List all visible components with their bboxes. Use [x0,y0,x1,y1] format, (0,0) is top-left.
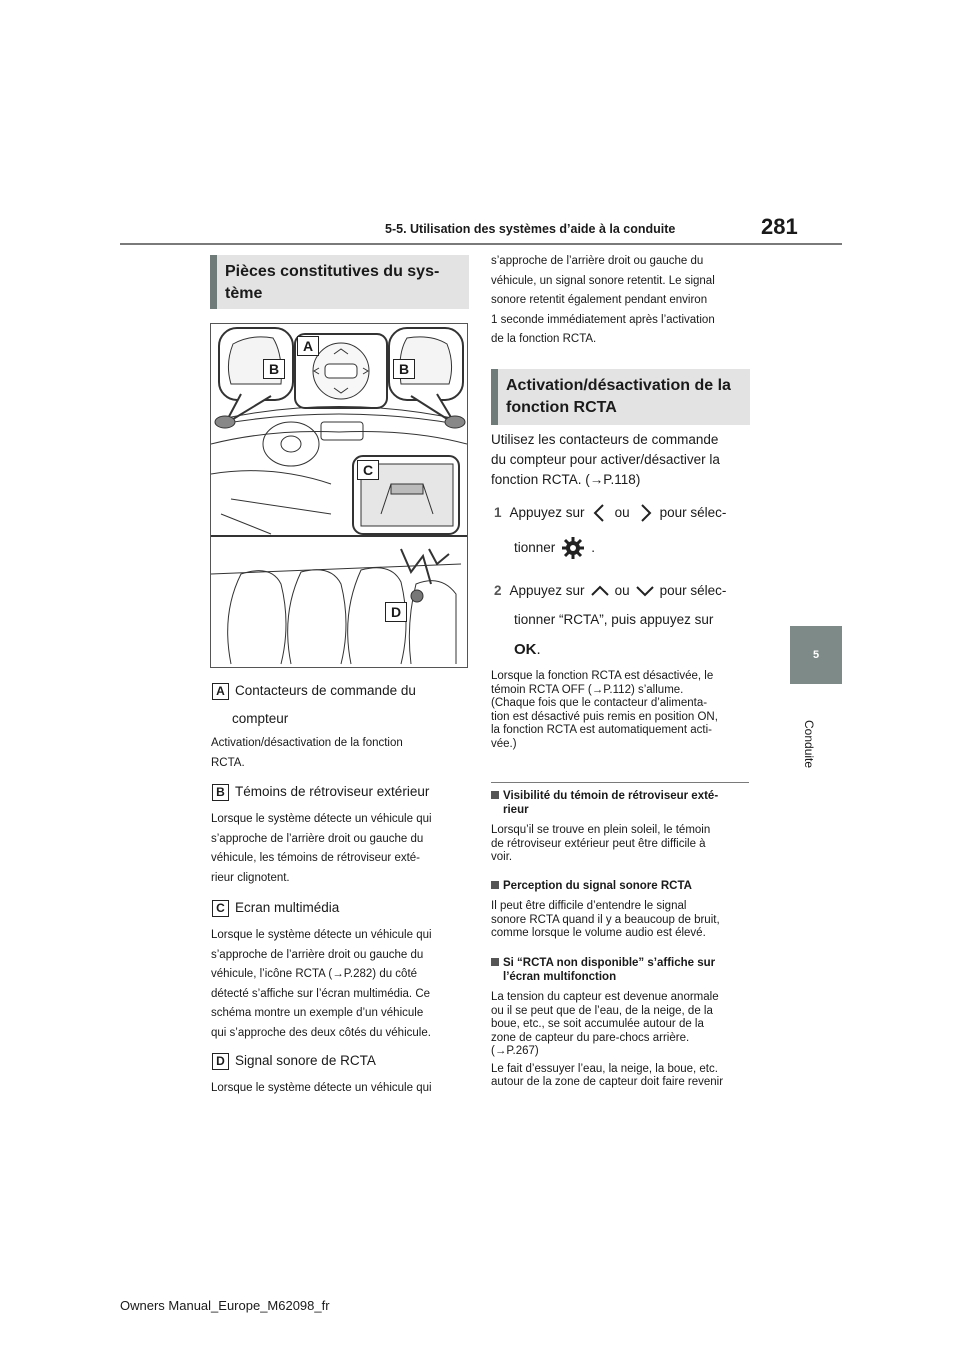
text-line: Lorsqu’il se trouve en plein soleil, le témoin [491,824,711,836]
letter-badge-a: A [212,683,229,700]
text-line: sonore retentit également pendant environ [491,294,708,306]
text-line: Le fait d’essuyer l’eau, la neige, la boue, etc. [491,1062,718,1075]
step-2-ok [514,640,541,660]
desc-line: véhicule, l’icône RCTA (→P.282) du côté [211,968,418,980]
text-line: La tension du capteur est devenue anormale [491,991,719,1003]
step-2-cont: tionner “RCTA”, puis appuyez sur [514,612,714,627]
letter-badge-b: B [212,784,229,801]
desc-line: Lorsque le système détecte un véhicule qui [211,813,432,825]
bullet-title-line: Visibilité du témoin de rétroviseur exté- [503,790,719,802]
bullet-body-visibility [491,824,751,865]
header-rule [120,243,842,245]
desc-line: Lorsque le système détecte un véhicule qui [211,1082,432,1094]
text-line: fonction RCTA. (→P.118) [491,472,641,487]
chapter-tab: 5 [790,626,842,684]
bullet-title-line: l’écran multifonction [503,970,617,983]
text-line: comme lorsque le volume audio est élevé. [491,927,706,939]
text-line: voir. [491,851,513,863]
desc-line: s’approche de l’arrière droit ou gauche du [211,832,424,845]
figure-label-d: D [385,602,407,622]
bullet-title-line: rieur [503,803,529,816]
definition-c-desc [211,926,469,1043]
figure-label-c: C [357,460,379,480]
bullet-square-icon [491,881,499,889]
step-text: . [536,641,541,658]
continuation-text [491,252,761,350]
text-line: la fonction RCTA est automatiquement acti- [491,724,712,736]
definition-a [212,678,416,704]
intro-text [491,430,720,490]
text-line: de rétroviseur extérieur peut être difficile à [491,837,706,850]
step-text: pour sélec- [659,583,727,598]
desc-line: Lorsque le système détecte un véhicule qui [211,929,432,941]
heading-line: fonction RCTA [506,399,617,416]
bullet-body-sound [491,900,751,941]
text-line: (→P.267) [491,1045,539,1057]
definition-b [212,779,429,805]
definition-d-title: Signal sonore de RCTA [235,1053,376,1068]
step-2 [494,580,726,602]
bullet-body-unavailable [491,991,751,1090]
desc-line: schéma montre un exemple d’un véhicule [211,1007,424,1019]
text-line: zone de capteur du pare-chocs arrière. [491,1031,690,1044]
desc-line: Activation/désactivation de la fonction [211,737,403,749]
chapter-label: Conduite [802,720,816,769]
desc-line: véhicule, les témoins de rétroviseur exté- [211,852,421,864]
definition-b-desc [211,810,469,888]
figure-label-b-left: B [263,359,285,379]
desc-line: rieur clignotent. [211,871,290,884]
section-divider [491,782,749,783]
dashboard-illustration [211,324,467,667]
text-line: vée.) [491,737,517,750]
text-line: (Chaque fois que le contacteur d’alimenta- [491,697,708,709]
letter-badge-d: D [212,1053,229,1070]
bullet-heading-unavailable [491,957,751,984]
page-number: 281 [761,214,798,239]
bullet-title-line: Perception du signal sonore RCTA [503,880,692,892]
desc-line: détecté s’affiche sur l’écran multimédia. Ce [211,987,431,1000]
chevron-down-icon [634,580,656,602]
definition-a-title-1: Contacteurs de commande du [235,683,416,698]
chevron-right-icon [634,502,656,524]
bullet-title-line: Si “RCTA non disponible” s’affiche sur [503,957,716,969]
definition-b-title: Témoins de rétroviseur extérieur [235,784,430,799]
gear-icon [561,536,585,560]
ok-button-glyph: OK [514,641,537,658]
step-number: 1 [494,505,502,520]
text-line: du compteur pour activer/désactiver la [491,452,720,467]
definition-c-title: Ecran multimédia [235,900,340,915]
system-illustration [210,323,468,668]
desc-line: qui s’approche des deux côtés du véhicule. [211,1026,431,1039]
bullet-square-icon [491,958,499,966]
step-1 [494,502,726,524]
heading-line: Activation/désactivation de la [506,377,731,394]
text-line: Lorsque la fonction RCTA est désactivée, le [491,670,714,682]
text-line: autour de la zone de capteur doit faire revenir [491,1076,724,1088]
definition-d-desc [211,1079,469,1099]
definition-d [212,1048,376,1074]
step-text: . [591,540,596,555]
bullet-heading-visibility [491,790,751,817]
definition-c [212,895,339,921]
bullet-heading-sound [491,880,751,894]
text-line: s’approche de l’arrière droit ou gauche du [491,255,704,267]
step-text: ou [614,505,630,520]
step-1-cont [514,536,595,560]
running-header: 5-5. Utilisation des systèmes d’aide à la conduite [385,222,676,236]
text-line: témoin RCTA OFF (→P.112) s’allume. [491,683,684,696]
text-line: 1 seconde immédiatement après l’activation [491,313,715,326]
step-text: ou [614,583,630,598]
text-line: tion est désactivé puis remis en position ON, [491,710,718,723]
figure-label-b-right: B [393,359,415,379]
text-line: boue, etc., se soit accumulée autour de la [491,1018,704,1030]
bullet-square-icon [491,791,499,799]
step-text: Appuyez sur [509,583,585,598]
letter-badge-c: C [212,900,229,917]
chevron-up-icon [589,580,611,602]
step-text: pour sélec- [659,505,727,520]
figure-label-a: A [297,336,319,356]
text-line: ou il se peut que de l’eau, de la neige, de la [491,1004,713,1017]
text-line: véhicule, un signal sonore retentit. Le signal [491,274,715,287]
section-heading-activation [491,369,750,425]
desc-line: s’approche de l’arrière droit ou gauche du [211,948,424,961]
definition-a-title-2: compteur [232,711,289,726]
step-text: tionner [514,540,556,555]
text-line: de la fonction RCTA. [491,333,597,345]
definition-a-desc [211,734,469,773]
desc-line: RCTA. [211,756,245,769]
text-line: Utilisez les contacteurs de commande [491,432,719,447]
step-text: Appuyez sur [509,505,585,520]
rcta-off-note [491,670,751,751]
step-number: 2 [494,583,502,598]
footer-text: Owners Manual_Europe_M62098_fr [120,1298,330,1313]
text-line: sonore RCTA quand il y a beaucoup de bruit, [491,913,720,926]
text-line: Il peut être difficile d’entendre le signal [491,900,687,912]
chevron-left-icon [589,502,611,524]
section-heading-components: Pièces constitutives du sys-tème [210,255,469,309]
